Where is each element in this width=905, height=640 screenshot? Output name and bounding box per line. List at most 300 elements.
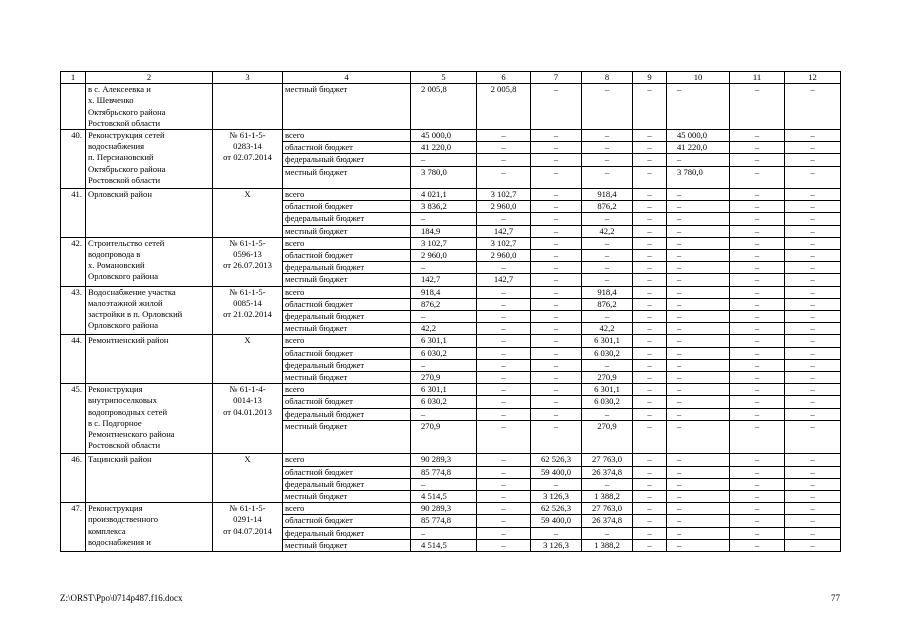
column-number: 12: [785, 72, 841, 84]
value-year-3: 26 374,8: [582, 515, 633, 527]
object-name-line: Ремонтненского района: [88, 429, 175, 440]
value-year-2: –: [531, 225, 582, 237]
value-year-1: –: [477, 166, 531, 188]
value-total: –: [411, 262, 477, 274]
object-name-line: Водоснабжение участка: [88, 286, 176, 297]
value-year-1: –: [477, 130, 531, 142]
expertise-conclusion-line: от 04.07.2014: [223, 525, 272, 536]
value-total: –: [411, 527, 477, 539]
value-year-4: –: [633, 527, 667, 539]
funding-source: федеральный бюджет: [283, 311, 411, 323]
value-year-4: –: [633, 84, 667, 130]
expertise-conclusion-line: № 61-1-4-: [229, 384, 266, 395]
value-year-1: –: [477, 408, 531, 420]
table-row: [61, 335, 841, 347]
value-year-4: –: [633, 274, 667, 286]
funding-source: федеральный бюджет: [283, 262, 411, 274]
value-total: 6 301,1: [411, 335, 477, 347]
value-year-1: –: [477, 478, 531, 490]
expertise-conclusion-line: Х: [244, 189, 251, 200]
value-year-1: –: [477, 347, 531, 359]
table-row: [61, 503, 841, 515]
expertise-conclusion-line: № 61-1-5-: [229, 130, 266, 141]
budget-table: [60, 71, 841, 552]
column-number-row: [61, 72, 841, 84]
value-year-2: –: [531, 311, 582, 323]
funding-source: местный бюджет: [283, 491, 411, 503]
expertise-conclusion-line: от 26.07.2013: [223, 260, 272, 271]
item-number: 42.: [61, 237, 86, 286]
value-year-4: –: [633, 298, 667, 310]
value-year-5: –: [667, 225, 730, 237]
object-name-line: Реконструкция сетей: [88, 130, 165, 141]
value-year-6: –: [730, 478, 785, 490]
value-year-1: –: [477, 311, 531, 323]
column-number: 6: [477, 72, 531, 84]
object-name-line: Строительство сетей: [88, 237, 165, 248]
funding-source: областной бюджет: [283, 347, 411, 359]
funding-source: всего: [283, 335, 411, 347]
value-year-5: –: [667, 323, 730, 335]
value-year-3: –: [582, 250, 633, 262]
value-year-3: –: [582, 527, 633, 539]
value-year-7: –: [785, 237, 841, 249]
expertise-conclusion: [213, 286, 283, 335]
value-total: 41 220,0: [411, 142, 477, 154]
value-year-2: –: [531, 372, 582, 384]
value-year-2: –: [531, 237, 582, 249]
value-year-4: –: [633, 539, 667, 551]
value-year-5: –: [667, 408, 730, 420]
funding-source: всего: [283, 237, 411, 249]
funding-source: местный бюджет: [283, 166, 411, 188]
value-year-5: –: [667, 454, 730, 466]
value-year-1: –: [477, 286, 531, 298]
value-year-5: –: [667, 466, 730, 478]
funding-source: местный бюджет: [283, 274, 411, 286]
value-year-5: –: [667, 420, 730, 454]
value-year-5: –: [667, 515, 730, 527]
value-total: 85 774,8: [411, 515, 477, 527]
value-year-3: 270,9: [582, 372, 633, 384]
object-name-line: внутрипоселковых: [88, 395, 158, 406]
value-year-6: –: [730, 372, 785, 384]
value-year-7: –: [785, 384, 841, 396]
item-number: 46.: [61, 454, 86, 503]
value-year-7: –: [785, 213, 841, 225]
value-year-7: –: [785, 154, 841, 166]
value-year-5: –: [667, 335, 730, 347]
object-name-line: в с. Подгорное: [88, 417, 142, 428]
value-year-4: –: [633, 372, 667, 384]
value-year-1: –: [477, 323, 531, 335]
item-number: 43.: [61, 286, 86, 335]
expertise-conclusion: [213, 384, 283, 454]
value-year-7: –: [785, 466, 841, 478]
funding-source: всего: [283, 503, 411, 515]
value-year-4: –: [633, 142, 667, 154]
value-year-1: –: [477, 154, 531, 166]
value-year-1: –: [477, 491, 531, 503]
expertise-conclusion: [213, 503, 283, 552]
value-year-2: –: [531, 420, 582, 454]
value-year-6: –: [730, 274, 785, 286]
table-row: [61, 454, 841, 466]
column-number: 8: [582, 72, 633, 84]
value-year-2: –: [531, 250, 582, 262]
funding-source: федеральный бюджет: [283, 213, 411, 225]
value-year-7: –: [785, 515, 841, 527]
object-name-line: Тацинский район: [88, 454, 152, 465]
value-year-6: –: [730, 515, 785, 527]
funding-source: местный бюджет: [283, 323, 411, 335]
object-name-line: Ростовской области: [88, 440, 161, 451]
value-year-6: –: [730, 539, 785, 551]
value-year-5: –: [667, 250, 730, 262]
funding-source: областной бюджет: [283, 396, 411, 408]
value-year-7: –: [785, 201, 841, 213]
value-year-7: –: [785, 166, 841, 188]
value-year-1: –: [477, 213, 531, 225]
value-year-2: –: [531, 408, 582, 420]
expertise-conclusion-line: 0291-14: [233, 514, 262, 525]
value-year-4: –: [633, 323, 667, 335]
value-year-7: –: [785, 262, 841, 274]
table-row: [61, 84, 841, 130]
value-year-5: –: [667, 189, 730, 201]
object-name-line: производственного: [88, 514, 159, 525]
value-year-3: –: [582, 130, 633, 142]
value-total: 3 102,7: [411, 237, 477, 249]
value-year-5: –: [667, 539, 730, 551]
value-year-1: –: [477, 372, 531, 384]
object-name: [86, 130, 213, 189]
document-path: Z:\ORST\Ppo\0714p487.f16.docx: [60, 593, 183, 603]
object-name-line: Реконструкция: [88, 503, 143, 514]
value-year-2: 62 526,3: [531, 454, 582, 466]
object-name: [86, 384, 213, 454]
value-year-3: –: [582, 262, 633, 274]
value-year-4: –: [633, 213, 667, 225]
value-year-5: –: [667, 262, 730, 274]
value-year-6: –: [730, 359, 785, 371]
expertise-conclusion-line: от 21.02.2014: [223, 309, 272, 320]
value-year-2: 62 526,3: [531, 503, 582, 515]
object-name-line: застройки в п. Орловский: [88, 309, 183, 320]
value-year-2: –: [531, 396, 582, 408]
value-year-6: –: [730, 225, 785, 237]
expertise-conclusion: [213, 237, 283, 286]
value-total: –: [411, 213, 477, 225]
value-year-6: –: [730, 262, 785, 274]
funding-source: областной бюджет: [283, 142, 411, 154]
table-body: [61, 72, 841, 552]
value-year-7: –: [785, 372, 841, 384]
expertise-conclusion: [213, 189, 283, 238]
value-year-7: –: [785, 142, 841, 154]
funding-source: местный бюджет: [283, 420, 411, 454]
value-total: 918,4: [411, 286, 477, 298]
funding-source: федеральный бюджет: [283, 478, 411, 490]
value-year-5: 3 780,0: [667, 166, 730, 188]
value-total: 2 960,0: [411, 250, 477, 262]
funding-source: местный бюджет: [283, 372, 411, 384]
value-year-2: –: [531, 323, 582, 335]
value-year-1: –: [477, 359, 531, 371]
object-name: [86, 335, 213, 384]
value-year-1: –: [477, 298, 531, 310]
value-year-4: –: [633, 250, 667, 262]
value-year-4: –: [633, 154, 667, 166]
funding-source: областной бюджет: [283, 515, 411, 527]
funding-source: местный бюджет: [283, 225, 411, 237]
value-year-4: –: [633, 335, 667, 347]
value-year-7: –: [785, 408, 841, 420]
value-total: 90 289,3: [411, 503, 477, 515]
value-year-4: –: [633, 466, 667, 478]
value-year-4: –: [633, 237, 667, 249]
value-year-4: –: [633, 262, 667, 274]
funding-source: всего: [283, 384, 411, 396]
value-year-6: –: [730, 189, 785, 201]
value-year-7: –: [785, 250, 841, 262]
value-year-7: –: [785, 189, 841, 201]
value-year-2: –: [531, 359, 582, 371]
expertise-conclusion: [213, 335, 283, 384]
value-year-4: –: [633, 359, 667, 371]
value-total: 6 030,2: [411, 396, 477, 408]
value-total: 6 301,1: [411, 384, 477, 396]
funding-source: областной бюджет: [283, 201, 411, 213]
value-year-6: –: [730, 347, 785, 359]
value-year-3: –: [582, 166, 633, 188]
value-total: –: [411, 359, 477, 371]
value-year-6: –: [730, 237, 785, 249]
value-year-3: –: [582, 274, 633, 286]
value-year-5: 45 000,0: [667, 130, 730, 142]
value-year-4: –: [633, 503, 667, 515]
expertise-conclusion: [213, 454, 283, 503]
value-year-6: –: [730, 323, 785, 335]
value-year-7: –: [785, 503, 841, 515]
value-year-3: 270,9: [582, 420, 633, 454]
object-name-line: Ростовской области: [88, 174, 161, 185]
table-row: [61, 286, 841, 298]
object-name: [86, 503, 213, 552]
value-year-2: –: [531, 213, 582, 225]
expertise-conclusion: [213, 130, 283, 189]
value-year-3: –: [582, 154, 633, 166]
value-year-6: –: [730, 503, 785, 515]
value-year-5: –: [667, 311, 730, 323]
value-year-2: 3 126,3: [531, 491, 582, 503]
value-year-3: 6 301,1: [582, 335, 633, 347]
value-year-6: –: [730, 491, 785, 503]
value-year-2: –: [531, 384, 582, 396]
value-year-2: –: [531, 347, 582, 359]
item-number: 45.: [61, 384, 86, 454]
expertise-conclusion-line: Х: [244, 335, 251, 346]
funding-source: федеральный бюджет: [283, 408, 411, 420]
value-year-5: –: [667, 84, 730, 130]
value-year-1: 2 960,0: [477, 201, 531, 213]
value-year-1: –: [477, 262, 531, 274]
value-year-5: –: [667, 384, 730, 396]
value-year-1: –: [477, 420, 531, 454]
object-name: [86, 454, 213, 503]
table-row: [61, 384, 841, 396]
value-year-4: –: [633, 347, 667, 359]
value-year-6: –: [730, 130, 785, 142]
value-year-3: 876,2: [582, 298, 633, 310]
funding-source: областной бюджет: [283, 250, 411, 262]
value-year-2: –: [531, 201, 582, 213]
value-year-3: –: [582, 408, 633, 420]
value-year-7: –: [785, 323, 841, 335]
object-name-line: комплекса: [88, 525, 126, 536]
value-year-3: 6 030,2: [582, 396, 633, 408]
value-year-1: –: [477, 503, 531, 515]
value-year-5: –: [667, 237, 730, 249]
value-year-7: –: [785, 420, 841, 454]
value-year-5: –: [667, 372, 730, 384]
value-year-5: 41 220,0: [667, 142, 730, 154]
column-number: 5: [411, 72, 477, 84]
value-year-4: –: [633, 225, 667, 237]
value-year-3: 876,2: [582, 201, 633, 213]
table-row: [61, 130, 841, 142]
value-year-1: 3 102,7: [477, 189, 531, 201]
value-year-5: –: [667, 201, 730, 213]
value-year-7: –: [785, 311, 841, 323]
value-year-2: –: [531, 142, 582, 154]
funding-source: местный бюджет: [283, 84, 411, 130]
value-year-7: –: [785, 527, 841, 539]
value-year-1: –: [477, 335, 531, 347]
value-total: –: [411, 408, 477, 420]
value-year-2: 59 400,0: [531, 466, 582, 478]
value-year-3: –: [582, 311, 633, 323]
column-number: 7: [531, 72, 582, 84]
value-year-5: –: [667, 286, 730, 298]
expertise-conclusion-line: № 61-1-5-: [229, 503, 266, 514]
value-year-2: –: [531, 298, 582, 310]
value-year-1: 2 005,8: [477, 84, 531, 130]
value-year-4: –: [633, 311, 667, 323]
object-name-line: малоэтажной жилой: [88, 297, 163, 308]
column-number: 9: [633, 72, 667, 84]
object-name: [86, 84, 213, 130]
funding-source: областной бюджет: [283, 298, 411, 310]
value-year-1: 3 102,7: [477, 237, 531, 249]
column-number: 2: [86, 72, 213, 84]
value-total: 2 005,8: [411, 84, 477, 130]
object-name: [86, 286, 213, 335]
value-year-5: –: [667, 527, 730, 539]
value-year-1: –: [477, 539, 531, 551]
value-year-2: –: [531, 274, 582, 286]
value-year-4: –: [633, 478, 667, 490]
value-total: 3 836,2: [411, 201, 477, 213]
item-number: [61, 84, 86, 130]
value-year-1: –: [477, 527, 531, 539]
value-year-2: –: [531, 130, 582, 142]
funding-source: всего: [283, 130, 411, 142]
column-number: 4: [283, 72, 411, 84]
page-number: 77: [831, 593, 840, 603]
value-total: 270,9: [411, 372, 477, 384]
value-year-7: –: [785, 84, 841, 130]
value-year-6: –: [730, 527, 785, 539]
value-year-5: –: [667, 213, 730, 225]
value-total: 142,7: [411, 274, 477, 286]
value-total: 4 021,1: [411, 189, 477, 201]
value-year-6: –: [730, 454, 785, 466]
value-year-5: –: [667, 298, 730, 310]
value-year-5: –: [667, 396, 730, 408]
value-year-6: –: [730, 250, 785, 262]
value-total: 3 780,0: [411, 166, 477, 188]
value-year-5: –: [667, 359, 730, 371]
value-year-5: –: [667, 478, 730, 490]
value-year-7: –: [785, 396, 841, 408]
value-year-6: –: [730, 335, 785, 347]
value-year-1: –: [477, 142, 531, 154]
value-year-3: 6 301,1: [582, 384, 633, 396]
funding-source: всего: [283, 454, 411, 466]
expertise-conclusion-line: № 61-1-5-: [229, 286, 266, 297]
value-year-6: –: [730, 311, 785, 323]
value-year-4: –: [633, 130, 667, 142]
value-year-3: –: [582, 478, 633, 490]
value-year-3: –: [582, 142, 633, 154]
value-year-1: 142,7: [477, 225, 531, 237]
object-name-line: Ремонтненский район: [88, 335, 169, 346]
value-year-3: –: [582, 237, 633, 249]
value-year-3: 6 030,2: [582, 347, 633, 359]
value-year-6: –: [730, 298, 785, 310]
value-year-4: –: [633, 491, 667, 503]
object-name-line: Орловский район: [88, 189, 152, 200]
item-number: 47.: [61, 503, 86, 552]
value-year-6: –: [730, 408, 785, 420]
value-year-6: –: [730, 201, 785, 213]
value-year-6: –: [730, 384, 785, 396]
funding-source: местный бюджет: [283, 539, 411, 551]
column-number: 10: [667, 72, 730, 84]
funding-source: федеральный бюджет: [283, 527, 411, 539]
value-year-4: –: [633, 454, 667, 466]
value-year-3: 42,2: [582, 225, 633, 237]
value-year-4: –: [633, 201, 667, 213]
object-name-line: Ростовской области: [88, 117, 161, 128]
value-year-7: –: [785, 347, 841, 359]
value-year-7: –: [785, 478, 841, 490]
object-name-line: Реконструкция: [88, 384, 143, 395]
object-name-line: Октябрьского района: [88, 163, 166, 174]
value-year-7: –: [785, 335, 841, 347]
funding-source: всего: [283, 189, 411, 201]
value-year-2: –: [531, 335, 582, 347]
value-total: 90 289,3: [411, 454, 477, 466]
value-year-5: –: [667, 491, 730, 503]
funding-source: всего: [283, 286, 411, 298]
column-number: 1: [61, 72, 86, 84]
value-total: 876,2: [411, 298, 477, 310]
value-year-1: 2 960,0: [477, 250, 531, 262]
value-year-4: –: [633, 420, 667, 454]
value-total: –: [411, 311, 477, 323]
